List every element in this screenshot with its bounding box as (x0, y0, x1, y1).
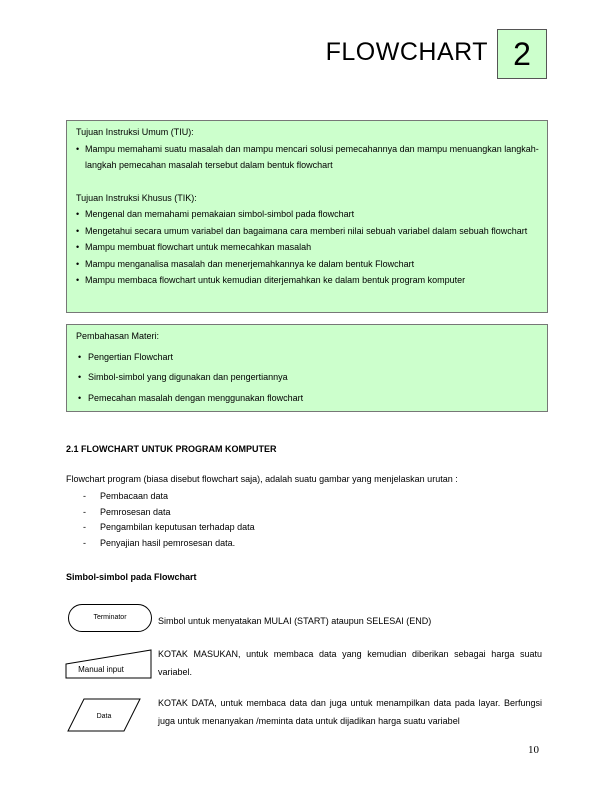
symbols-heading: Simbol-simbol pada Flowchart (66, 572, 197, 582)
tik-item: • Mengenal dan memahami pemakaian simbol-simbol pada flowchart (76, 206, 539, 223)
tik-heading: Tujuan Instruksi Khusus (TIK): (76, 192, 197, 203)
steps-list (66, 489, 255, 551)
materials-heading: Pembahasan Materi: (76, 331, 160, 341)
step-item: - Penyajian hasil pemrosesan data. (66, 536, 255, 552)
data-label: Data (96, 713, 112, 720)
data-description: KOTAK DATA, untuk membaca data dan juga untuk menampilkan data pada layar. Berfungsi juga untuk menanyakan /meminta data untuk dijadikan harga suatu variabel (158, 698, 542, 726)
tiu-list (76, 141, 539, 174)
step-item: - Pengambilan keputusan terhadap data (66, 520, 255, 536)
terminator-description: Simbol untuk menyatakan MULAI (START) ataupun SELESAI (END) (158, 616, 432, 626)
chapter-number-box: 2 (497, 29, 547, 79)
manual-input-symbol (64, 645, 156, 681)
tiu-item: • Mampu memahami suatu masalah dan mampu mencari solusi pemecahannya dan mampu menuangkan langkah-langkah pemecahan masalah tersebut dalam bentuk flowchart (76, 141, 539, 174)
tik-item: • Mampu membaca flowchart untuk kemudian diterjemahkan ke dalam bentuk program komputer (76, 272, 539, 289)
page-number: 10 (528, 744, 539, 756)
tik-item: • Mampu menganalisa masalah dan menerjemahkannya ke dalam bentuk Flowchart (76, 256, 539, 273)
data-symbol (64, 696, 144, 734)
materials-item: • Simbol-simbol yang digunakan dan pengertiannya (76, 369, 539, 386)
materials-box (66, 324, 548, 412)
tik-list (76, 206, 539, 289)
materials-item: • Pemecahan masalah dengan menggunakan flowchart (76, 390, 539, 407)
objectives-box (66, 120, 548, 313)
step-item: - Pemrosesan data (66, 505, 255, 521)
chapter-title: FLOWCHART (325, 38, 488, 66)
step-item: - Pembacaan data (66, 489, 255, 505)
tik-item: • Mengetahui secara umum variabel dan bagaimana cara memberi nilai sebuah variabel dalam sebuah flowchart (76, 223, 539, 240)
manual-input-label: Manual input (78, 665, 124, 674)
section-intro: Flowchart program (biasa disebut flowchart saja), adalah suatu gambar yang menjelaskan urutan : (66, 474, 458, 484)
section-heading: 2.1 FLOWCHART UNTUK PROGRAM KOMPUTER (66, 444, 277, 454)
manual-input-description: KOTAK MASUKAN, untuk membaca data yang kemudian diberikan sebagai harga suatu variabel. (158, 649, 542, 677)
materials-list (76, 349, 539, 407)
materials-item: • Pengertian Flowchart (76, 349, 539, 366)
tiu-heading: Tujuan Instruksi Umum (TIU): (76, 127, 194, 137)
terminator-symbol: Terminator (68, 604, 152, 632)
tik-item: • Mampu membuat flowchart untuk memecahkan masalah (76, 239, 539, 256)
